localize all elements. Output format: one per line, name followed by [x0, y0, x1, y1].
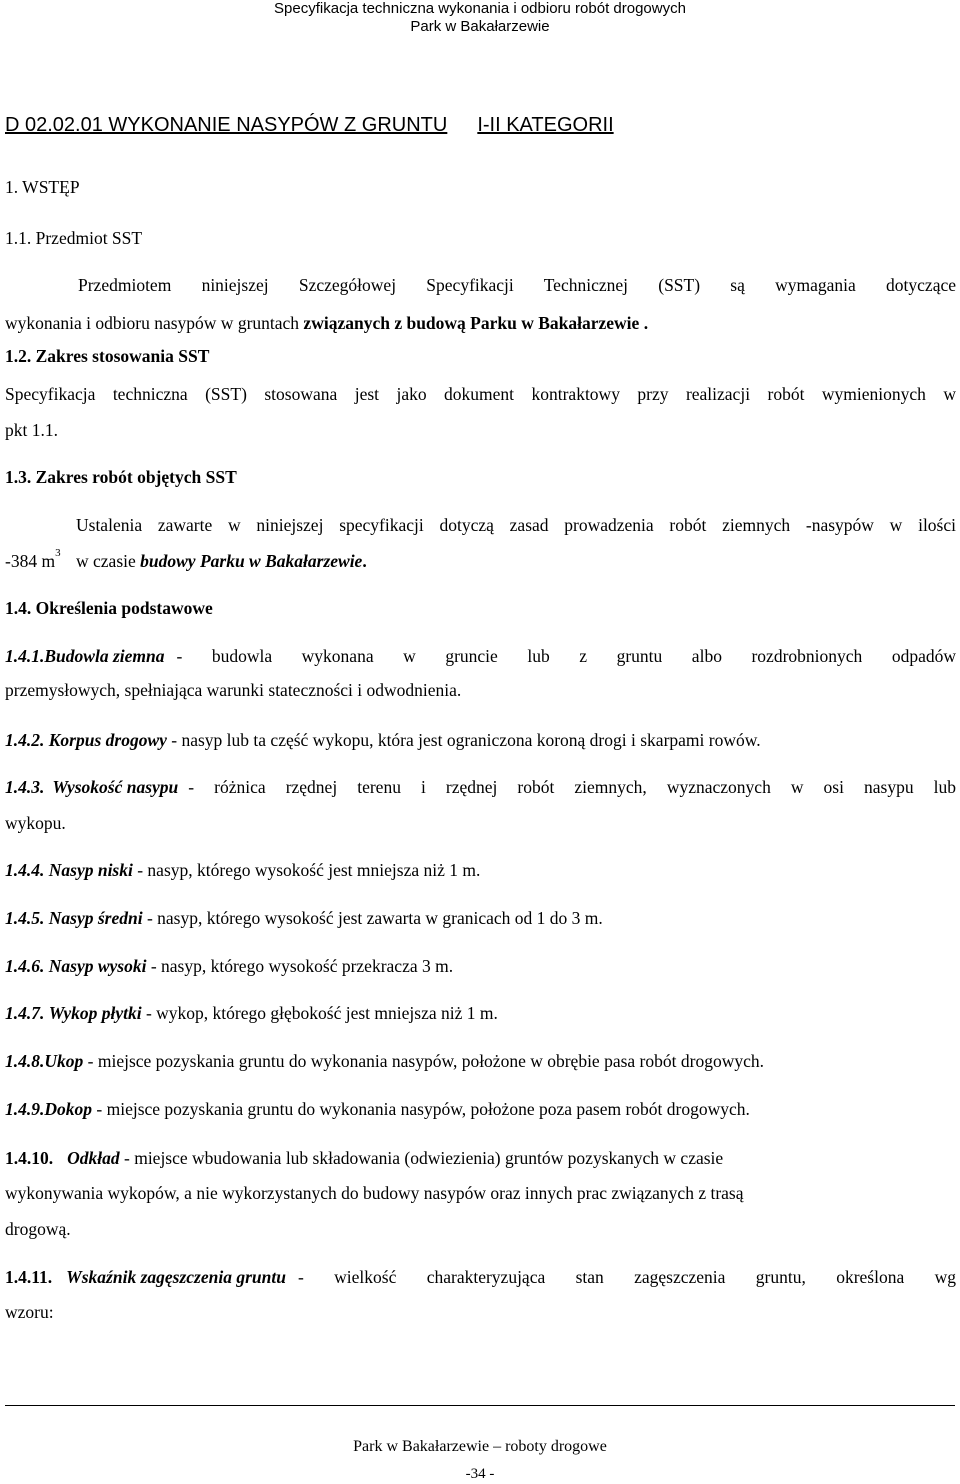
definition-number: 1.4.1. [5, 646, 45, 666]
definition-term: Nasyp średni [48, 908, 143, 928]
definition-term: Nasyp wysoki [48, 956, 147, 976]
para-text: wykonania i odbioru nasypów w gruntach [5, 313, 304, 333]
document-title [5, 114, 614, 137]
definition-text: - nasyp, którego wysokość jest mniejsza niż 1 m. [132, 860, 481, 880]
footer-text: Park w Bakałarzewie – roboty drogowe [353, 1438, 607, 1455]
definition-text: - budowla wykonana w gruncie lub z gruntu albo rozdrobnionych odpadów [176, 646, 956, 666]
definition-1-4-7 [5, 1003, 498, 1024]
definition-number: 1.4.2. [5, 730, 45, 750]
definition-term: Nasyp niski [48, 860, 133, 880]
definition-term: Wskaźnik zagęszczenia gruntu [66, 1267, 286, 1287]
para-period: . [362, 551, 367, 571]
footer-divider [5, 1405, 955, 1406]
definition-1-4-4 [5, 860, 480, 881]
definition-term: Korpus drogowy [48, 730, 167, 750]
title-code: D 02.02.01 WYKONANIE NASYPÓW Z GRUNTU [5, 114, 448, 136]
para-bold-text: związanych z budową Parku w Bakałarzewie . [303, 313, 649, 333]
definition-1-4-11-line2: wzoru: [5, 1302, 54, 1322]
section-1-3-quantity [5, 547, 61, 572]
definition-number: 1.4.8. [5, 1051, 45, 1071]
definition-1-4-9 [5, 1099, 750, 1120]
definition-term: Budowla ziemna [44, 646, 165, 666]
section-1-1-para-line1: Przedmiotem niniejszej Szczegółowej Specyfikacji Technicznej (SST) są wymagania dotyczące [78, 275, 956, 295]
definition-1-4-10-line3: drogową. [5, 1219, 71, 1239]
definition-text: - miejsce pozyskania gruntu do wykonania nasypów, położone w obrębie pasa robót drogowych. [83, 1051, 764, 1071]
header-title: Specyfikacja techniczna wykonania i odbioru robót drogowych [274, 0, 686, 17]
definition-term: Odkład [67, 1148, 120, 1168]
definition-number: 1.4.5. [5, 908, 45, 928]
definition-1-4-11-line1 [5, 1267, 956, 1288]
definition-text: - różnica rzędnej terenu i rzędnej robót ziemnych, wyznaczonych w osi nasypu lub [188, 777, 956, 797]
section-1-3-heading: 1.3. Zakres robót objętych SST [5, 467, 237, 487]
section-1-heading: 1. WSTĘP [5, 177, 80, 197]
definition-1-4-3-line2: wykopu. [5, 813, 66, 833]
definition-number: 1.4.7. [5, 1003, 45, 1023]
quantity-value: -384 m [5, 551, 56, 571]
definition-number: 1.4.9. [5, 1099, 45, 1119]
definition-text: - miejsce pozyskania gruntu do wykonania nasypów, położone poza pasem robót drogowych. [92, 1099, 750, 1119]
definition-term: Wykop płytki [48, 1003, 142, 1023]
section-1-3-para-line2 [76, 551, 367, 572]
definition-number: 1.4.3. [5, 777, 45, 797]
definition-number: 1.4.6. [5, 956, 45, 976]
section-1-2-para-line2: pkt 1.1. [5, 420, 58, 440]
definition-text: - miejsce wbudowania lub składowania (odwiezienia) gruntów pozyskanych w czasie [119, 1148, 724, 1168]
page-number: -34 - [465, 1466, 495, 1482]
definition-term: Wysokość nasypu [52, 777, 179, 797]
definition-1-4-8 [5, 1051, 764, 1072]
definition-1-4-3-line1 [5, 777, 956, 798]
definition-number: 1.4.10. [5, 1148, 54, 1168]
definition-text: - nasyp, którego wysokość przekracza 3 m. [146, 956, 454, 976]
definition-number: 1.4.4. [5, 860, 45, 880]
section-1-3-para-line1: Ustalenia zawarte w niniejszej specyfikacji dotyczą zasad prowadzenia robót ziemnych -nasypów w ilości [76, 515, 956, 535]
section-1-1-heading: 1.1. Przedmiot SST [5, 228, 143, 248]
definition-text: - wykop, którego głębokość jest mniejsza niż 1 m. [141, 1003, 498, 1023]
definition-term: Ukop [44, 1051, 84, 1071]
definition-1-4-1-line2: przemysłowych, spełniająca warunki stateczności i odwodnienia. [5, 680, 462, 700]
definition-1-4-6 [5, 956, 453, 977]
definition-1-4-10-line2: wykonywania wykopów, a nie wykorzystanych do budowy nasypów oraz innych prac związanych z trasą [5, 1183, 744, 1203]
header-subtitle: Park w Bakałarzewie [410, 18, 550, 35]
definition-text: - nasyp lub ta część wykopu, która jest ograniczona koroną drogi i skarpami rowów. [166, 730, 761, 750]
definition-1-4-1-line1 [5, 646, 956, 667]
quantity-exponent: 3 [55, 547, 61, 559]
section-1-2-para-line1: Specyfikacja techniczna (SST) stosowana jest jako dokument kontraktowy przy realizacji robót wymienionych w [5, 384, 956, 404]
definition-term: Dokop [44, 1099, 93, 1119]
section-1-2-heading: 1.2. Zakres stosowania SST [5, 346, 210, 366]
definition-number: 1.4.11. [5, 1267, 53, 1287]
definition-text: - nasyp, którego wysokość jest zawarta w granicach od 1 do 3 m. [142, 908, 603, 928]
definition-text: - wielkość charakteryzująca stan zagęszczenia gruntu, określona wg [297, 1267, 956, 1287]
title-category: I-II KATEGORII [477, 114, 614, 136]
para-bold-italic-text: budowy Parku w Bakałarzewie [140, 551, 363, 571]
definition-1-4-5 [5, 908, 603, 929]
definition-1-4-2 [5, 730, 761, 751]
section-1-4-heading: 1.4. Określenia podstawowe [5, 598, 213, 618]
section-1-1-para-line2 [5, 313, 648, 334]
para-text: w czasie [76, 551, 141, 571]
definition-1-4-10-line1 [5, 1148, 723, 1169]
